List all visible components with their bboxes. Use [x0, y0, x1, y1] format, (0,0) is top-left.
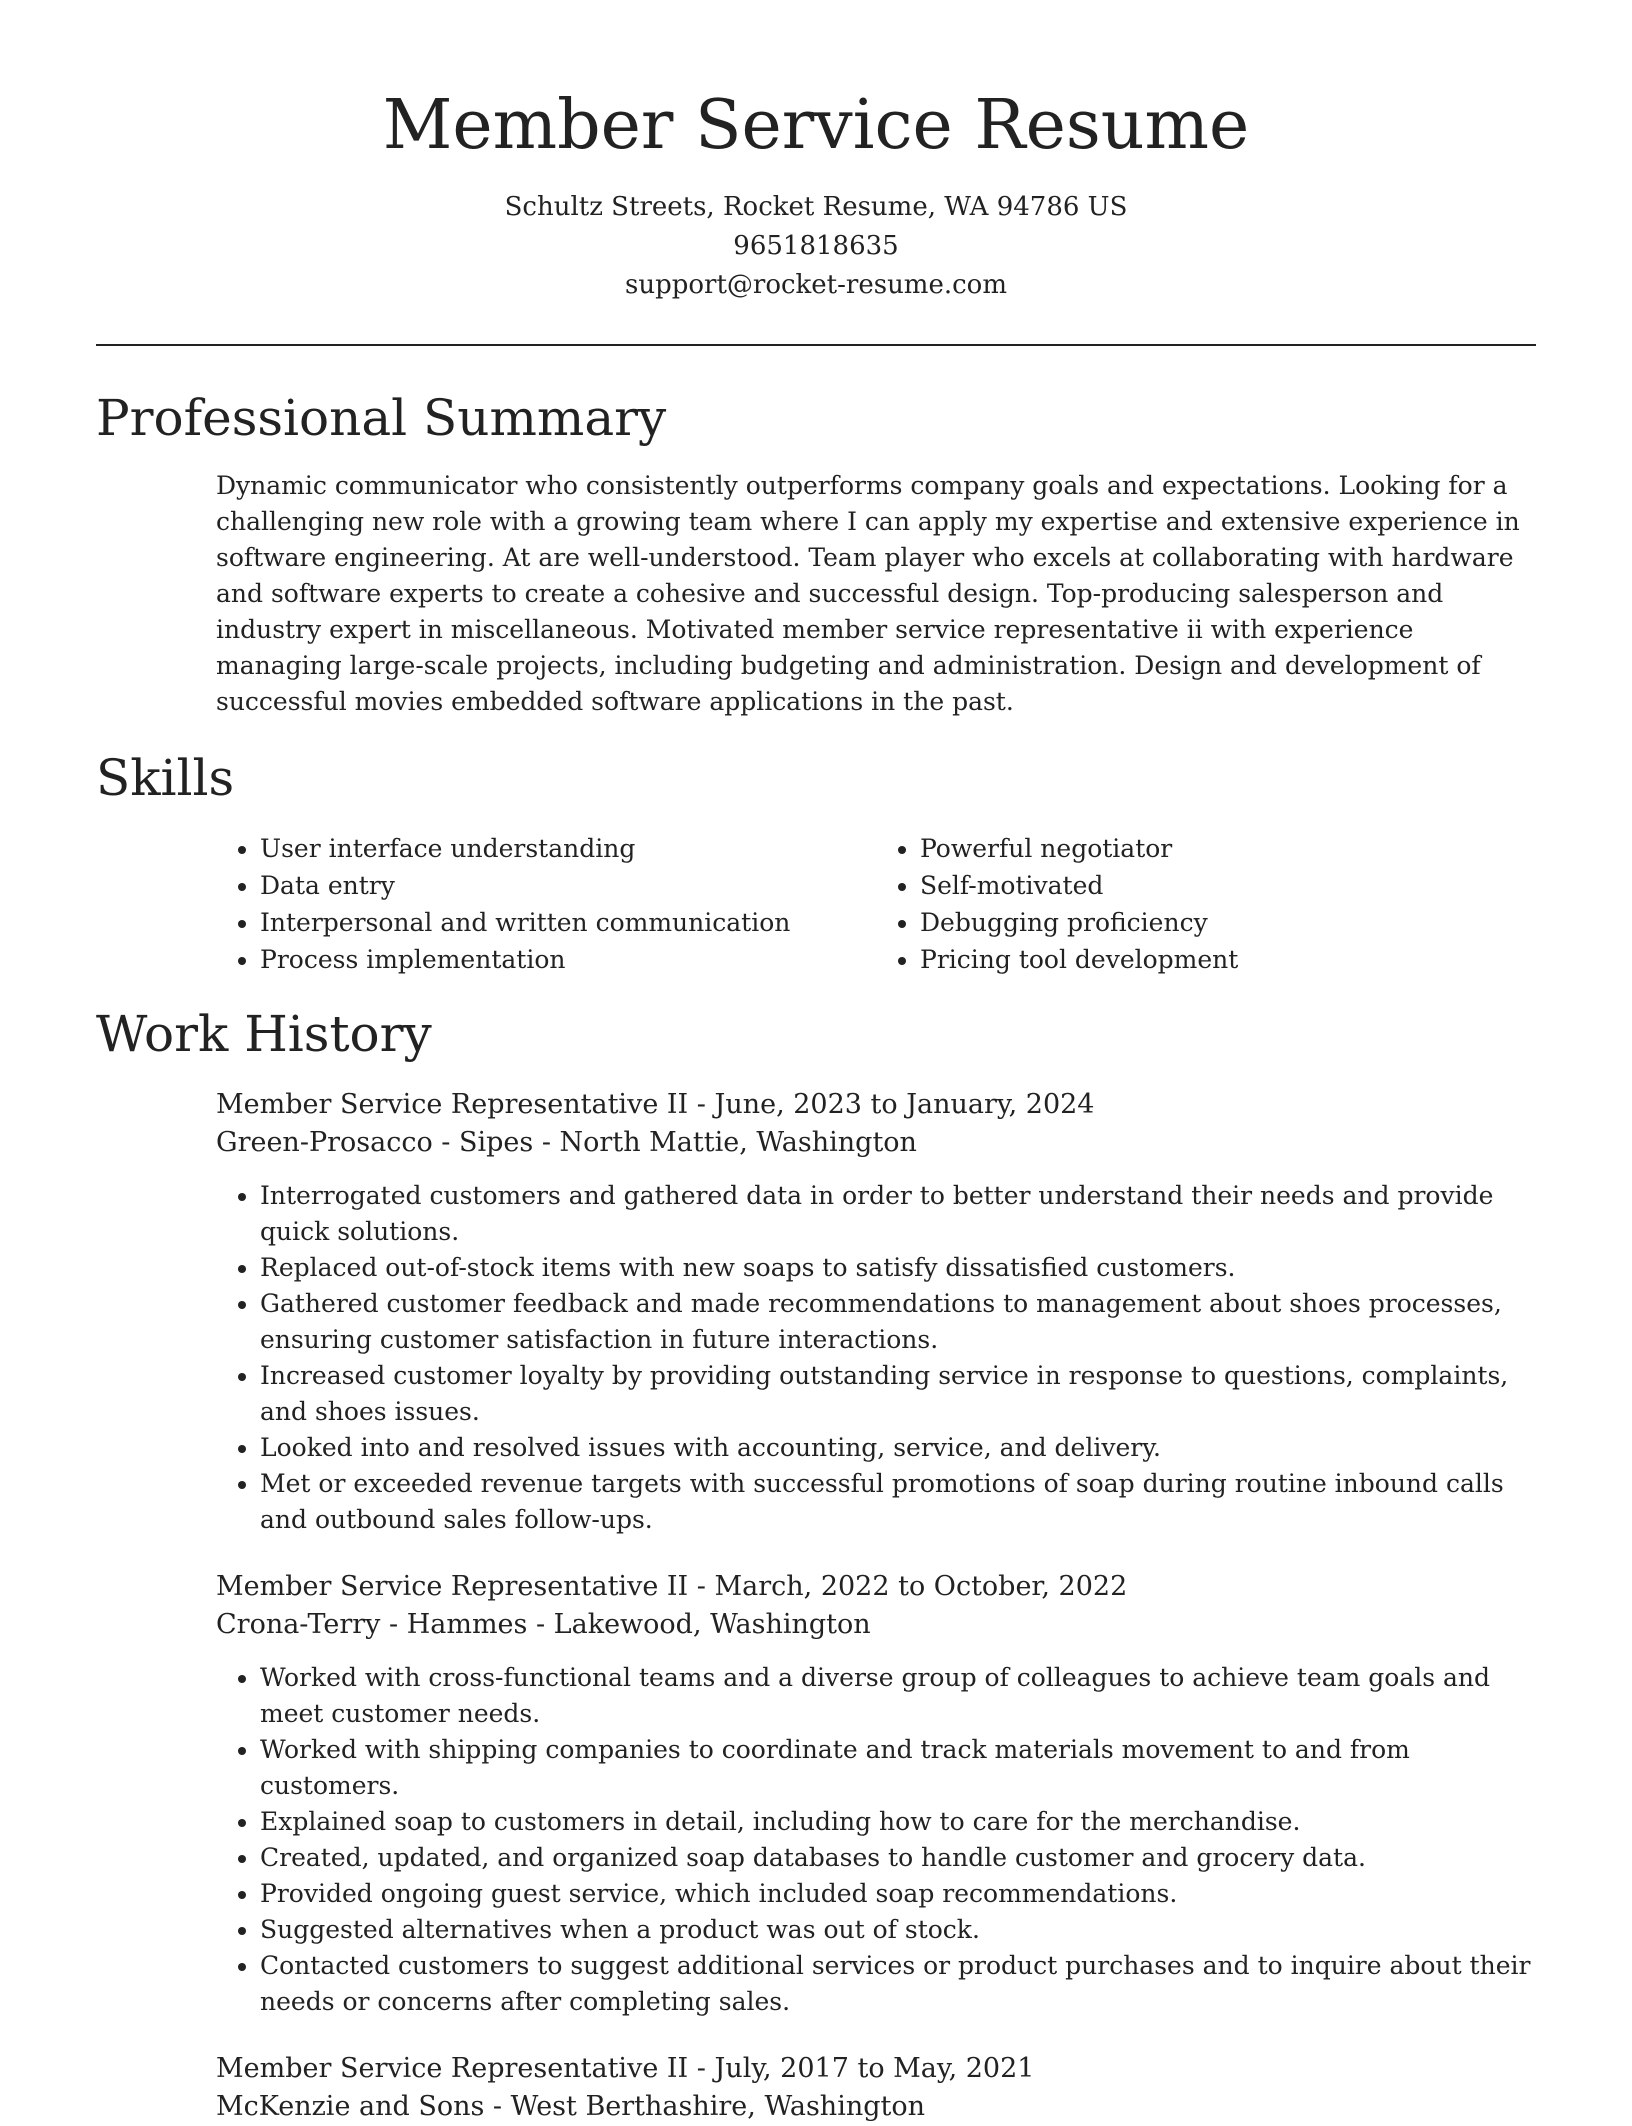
job-title: Member Service Representative II - July, 2017 to May, 2021	[216, 2053, 1035, 2084]
skill-item: • User interface understanding	[260, 830, 876, 867]
job-bullets	[216, 1660, 1536, 2020]
job-bullet: • Met or exceeded revenue targets with successful promotions of soap during routine inbound calls and outbound sales follow-ups.	[260, 1466, 1536, 1538]
job-bullet: • Worked with cross-functional teams and a diverse group of colleagues to achieve team goals and meet customer needs.	[260, 1660, 1536, 1732]
job-bullet: • Interrogated customers and gathered data in order to better understand their needs and provide quick solutions.	[260, 1178, 1536, 1250]
summary-section	[96, 388, 1536, 720]
resume-header	[96, 0, 1536, 305]
skill-item: • Self-motivated	[920, 867, 1536, 904]
job-company: Crona-Terry - Hammes - Lakewood, Washington	[216, 1609, 871, 1640]
skills-heading: Skills	[96, 749, 235, 807]
job-bullets	[216, 1178, 1536, 1538]
job-entry	[216, 2050, 1536, 2126]
job-title: Member Service Representative II - March, 2022 to October, 2022	[216, 1571, 1128, 1602]
job-entry	[216, 1568, 1536, 2020]
summary-heading: Professional Summary	[96, 389, 667, 447]
skills-section	[96, 748, 1536, 978]
skill-item: • Data entry	[260, 867, 876, 904]
resume-page	[96, 0, 1536, 2126]
summary-text: Dynamic communicator who consistently outperforms company goals and expectations. Looking for a challenging new role with a growing team where I can apply my expertise and extensive experience in software engineering. At are well-understood. Team player who excels at collaborating with hardware and software experts to create a cohesive and successful design. Top-producing salesperson and industry expert in miscellaneous. Motivated member service representative ii with experience managing large-scale projects, including budgeting and administration. Design and development of successful movies embedded software applications in the past.	[216, 471, 1520, 716]
job-bullet: • Provided ongoing guest service, which included soap recommendations.	[260, 1876, 1536, 1912]
job-company: McKenzie and Sons - West Berthashire, Washington	[216, 2091, 926, 2122]
skill-item: • Debugging proficiency	[920, 904, 1536, 941]
job-bullet: • Contacted customers to suggest additional services or product purchases and to inquire about their needs or concerns after completing sales.	[260, 1948, 1536, 2020]
job-entry	[216, 1086, 1536, 1538]
skill-item: • Pricing tool development	[920, 941, 1536, 978]
job-bullet: • Suggested alternatives when a product was out of stock.	[260, 1912, 1536, 1948]
job-bullet: • Explained soap to customers in detail, including how to care for the merchandise.	[260, 1804, 1536, 1840]
resume-title: Member Service Resume	[382, 86, 1250, 165]
job-company: Green-Prosacco - Sipes - North Mattie, Washington	[216, 1127, 917, 1158]
skill-item: • Process implementation	[260, 941, 876, 978]
contact-phone: 9651818635	[733, 231, 899, 261]
contact-email: support@rocket-resume.com	[624, 270, 1007, 300]
job-bullet: • Replaced out-of-stock items with new soaps to satisfy dissatisfied customers.	[260, 1250, 1536, 1286]
work-history-section	[96, 1004, 1536, 2126]
job-bullet: • Created, updated, and organized soap databases to handle customer and grocery data.	[260, 1840, 1536, 1876]
contact-address: Schultz Streets, Rocket Resume, WA 94786 US	[504, 192, 1128, 222]
skill-item: • Interpersonal and written communication	[260, 904, 876, 941]
skills-column-left	[216, 830, 876, 978]
skills-column-right	[876, 830, 1536, 978]
skill-item: • Powerful negotiator	[920, 830, 1536, 867]
job-bullet: • Worked with shipping companies to coordinate and track materials movement to and from customers.	[260, 1732, 1536, 1804]
job-title: Member Service Representative II - June, 2023 to January, 2024	[216, 1089, 1095, 1120]
work-history-heading: Work History	[96, 1005, 432, 1063]
job-bullet: • Looked into and resolved issues with accounting, service, and delivery.	[260, 1430, 1536, 1466]
header-divider	[96, 344, 1536, 346]
skills-grid	[216, 830, 1536, 978]
job-bullet: • Gathered customer feedback and made recommendations to management about shoes processes, ensuring customer satisfaction in future interactions.	[260, 1286, 1536, 1358]
job-bullet: • Increased customer loyalty by providing outstanding service in response to questions, complaints, and shoes issues.	[260, 1358, 1536, 1430]
